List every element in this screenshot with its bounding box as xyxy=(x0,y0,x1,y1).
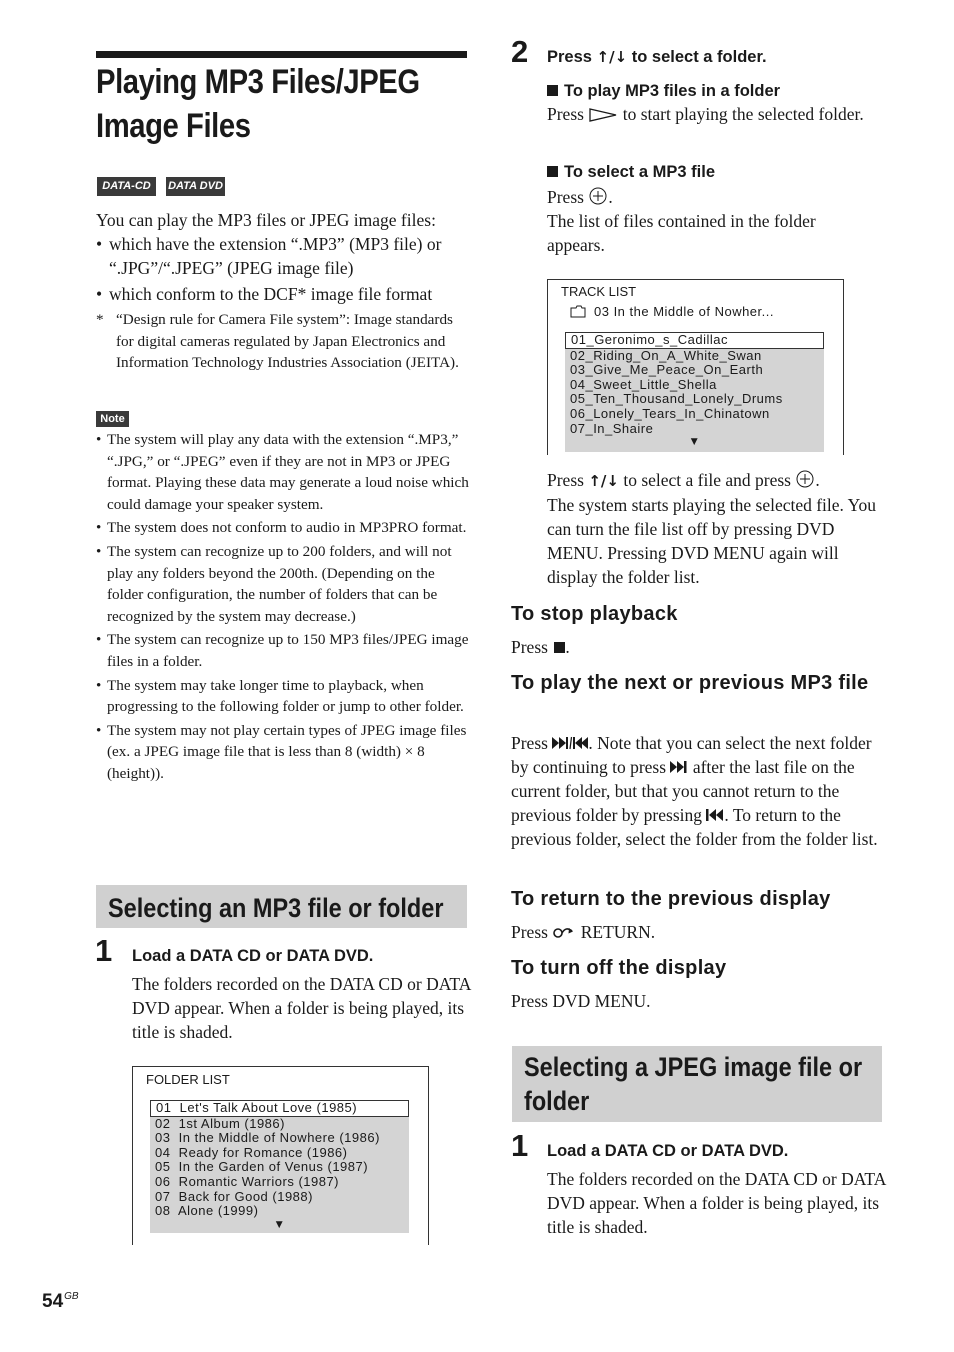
track-row[interactable]: 07_In_Shaire xyxy=(570,420,654,436)
step-heading: Load a DATA CD or DATA DVD. xyxy=(132,947,374,965)
current-folder-name: 03 In the Middle of Nowher... xyxy=(594,304,774,319)
return-icon xyxy=(552,924,576,940)
sub-heading xyxy=(547,161,715,183)
section-heading-text: Selecting a JPEG image file or xyxy=(524,1052,863,1082)
next-icon xyxy=(670,759,688,775)
note-item: • The system can recognize up to 200 folders, and will not play any folders beyond the 200th. (Depending on the folder configuration, the number of folders that can be recognized by the system may decrease.) xyxy=(96,541,471,627)
body-text: Press xyxy=(547,187,584,207)
body-text: Press xyxy=(511,733,548,753)
step-number: 2 xyxy=(511,34,529,69)
play-icon xyxy=(588,107,618,123)
folder-list xyxy=(150,1100,409,1233)
body-text: . xyxy=(608,187,613,207)
folder-list-title: FOLDER LIST xyxy=(146,1072,230,1087)
sub-heading xyxy=(547,80,780,102)
sub-heading-text: To select a MP3 file xyxy=(564,163,715,181)
previous-icon xyxy=(706,807,724,823)
scroll-down-icon[interactable]: ▼ xyxy=(690,437,699,448)
body-text: . To return to the previous folder, select the folder from the folder list. xyxy=(511,805,878,849)
folder-row[interactable]: 06 Romantic Warriors (1987) xyxy=(155,1173,340,1189)
body-text: to select a file and press xyxy=(618,470,791,490)
folder-row[interactable]: 02 1st Album (1986) xyxy=(155,1115,285,1131)
display-off-heading: To turn off the display xyxy=(511,957,727,979)
folder-list-screen xyxy=(132,1066,429,1245)
page-title: Playing MP3 Files/JPEG Image Files xyxy=(96,63,420,145)
section-heading-text: Selecting an MP3 file or folder xyxy=(108,893,444,923)
stop-icon xyxy=(554,642,565,653)
enter-button-icon xyxy=(588,186,608,206)
body-text: RETURN. xyxy=(580,922,656,942)
body-text: after the last file on the current folder, but that you cannot return to the previous folder by pressing xyxy=(511,757,855,825)
step-body: The folders recorded on the DATA CD or DATA DVD appear. When a folder is being played, its title is shaded. xyxy=(547,1169,886,1237)
body-text: Press xyxy=(511,922,548,942)
track-row[interactable]: 01_Geronimo_s_Cadillac xyxy=(565,332,824,349)
data-cd-badge: DATA-CD xyxy=(97,177,156,196)
next-prev-icon xyxy=(552,735,588,751)
page-suffix: GB xyxy=(64,1291,79,1302)
body-text: Press xyxy=(547,104,584,124)
folder-row[interactable]: 03 In the Middle of Nowhere (1986) xyxy=(155,1130,380,1146)
track-list-title: TRACK LIST xyxy=(561,284,637,299)
section-heading-text: folder xyxy=(524,1086,590,1116)
title-rule xyxy=(96,51,467,58)
track-row[interactable]: 02_Riding_On_A_White_Swan xyxy=(570,347,762,363)
body-text: Press xyxy=(511,637,548,657)
enter-button-icon xyxy=(795,469,815,489)
body-text: . Note that you can select the next folder by continuing to press xyxy=(511,733,872,777)
body-text: The list of files contained in the folder appears. xyxy=(547,211,816,255)
select-file-body xyxy=(547,185,877,257)
square-bullet-icon xyxy=(547,166,558,177)
square-bullet-icon xyxy=(547,85,558,96)
note-item: • The system may not play certain types of JPEG image files (ex. a JPEG image file that is less than 8 (width) × 8 (height)). xyxy=(96,720,471,785)
note-label: Note xyxy=(96,411,129,427)
note-item: • The system may take longer time to playback, when progressing to the following folder or jump to other folder. xyxy=(96,675,471,718)
track-row[interactable]: 03_Give_Me_Peace_On_Earth xyxy=(570,362,764,378)
track-row[interactable]: 04_Sweet_Little_Shella xyxy=(570,376,717,392)
folder-row[interactable]: 04 Ready for Romance (1986) xyxy=(155,1144,348,1160)
folder-row[interactable]: 01 Let's Talk About Love (1985) xyxy=(150,1100,409,1117)
stop-body xyxy=(511,635,570,659)
body-text: . xyxy=(565,637,570,657)
folder-row[interactable]: 07 Back for Good (1988) xyxy=(155,1188,313,1204)
after-track-body xyxy=(547,468,887,589)
body-text: Press xyxy=(547,470,589,490)
folder-row[interactable]: 05 In the Garden of Venus (1987) xyxy=(155,1159,369,1175)
intro-lead: You can play the MP3 files or JPEG image files: xyxy=(96,210,436,230)
page-number-value: 54 xyxy=(42,1291,64,1312)
footnote-text: “Design rule for Camera File system”: Image standards for digital cameras regulated by Japan Electronics and Information Technology Industries Association (JEITA). xyxy=(116,311,459,372)
current-folder xyxy=(570,304,774,320)
data-dvd-badge: DATA DVD xyxy=(166,177,225,196)
footnote-mark: * xyxy=(96,311,104,328)
play-folder-body xyxy=(547,102,877,126)
intro-bullets xyxy=(96,232,476,306)
page-number xyxy=(42,1285,79,1314)
body-text: . xyxy=(815,470,820,490)
section-heading-jpeg xyxy=(512,1046,882,1122)
track-row[interactable]: 06_Lonely_Tears_In_Chinatown xyxy=(570,405,770,421)
next-prev-heading: To play the next or previous MP3 file xyxy=(511,672,869,694)
body-text: The system starts playing the selected file. You can turn the file list off by pressing DVD MENU. Pressing DVD MENU again will display the folder list. xyxy=(547,495,877,587)
track-list xyxy=(565,332,824,452)
intro-bullet: • which conform to the DCF* image file format xyxy=(96,282,476,306)
note-item: • The system will play any data with the extension “.MP3,” “.JPG,” or “.JPEG” even if they are not in MP3 or JPEG format. Playing these data may generate a loud noise which could damage your speaker system. xyxy=(96,429,471,515)
sub-heading-text: To play MP3 files in a folder xyxy=(564,82,781,100)
up-down-arrows-icon: ↑/↓ xyxy=(588,472,619,490)
folder-row[interactable]: 08 Alone (1999) xyxy=(155,1203,259,1219)
step-body: The folders recorded on the DATA CD or DATA DVD appear. When a folder is being played, its title is shaded. xyxy=(132,974,471,1042)
step-number: 1 xyxy=(95,933,113,968)
return-body xyxy=(511,920,655,944)
next-prev-body xyxy=(511,731,881,851)
folder-icon xyxy=(570,305,586,318)
section-heading-mp3 xyxy=(96,885,467,928)
intro-bullet: • which have the extension “.MP3” (MP3 file) or “.JPG”/“.JPEG” (JPEG image file) xyxy=(96,232,476,280)
note-list xyxy=(96,429,471,787)
body-text: to start playing the selected folder. xyxy=(622,104,864,124)
track-list-screen xyxy=(547,279,844,455)
step-number: 1 xyxy=(511,1128,529,1163)
stop-heading: To stop playback xyxy=(511,603,678,625)
track-row[interactable]: 05_Ten_Thousand_Lonely_Drums xyxy=(570,391,783,407)
footnote xyxy=(96,309,471,374)
step-heading xyxy=(547,46,767,68)
return-heading: To return to the previous display xyxy=(511,888,831,910)
step-heading-text: to select a folder. xyxy=(627,48,767,66)
up-down-arrows-icon: ↑/↓ xyxy=(596,48,628,66)
step-heading-text: Press xyxy=(547,48,597,66)
step-heading: Load a DATA CD or DATA DVD. xyxy=(547,1142,789,1160)
display-off-body: Press DVD MENU. xyxy=(511,991,651,1011)
scroll-down-icon[interactable]: ▼ xyxy=(275,1219,284,1230)
intro xyxy=(96,208,476,306)
note-item: • The system can recognize up to 150 MP3 files/JPEG image files in a folder. xyxy=(96,629,471,672)
note-item: • The system does not conform to audio in MP3PRO format. xyxy=(96,517,471,539)
